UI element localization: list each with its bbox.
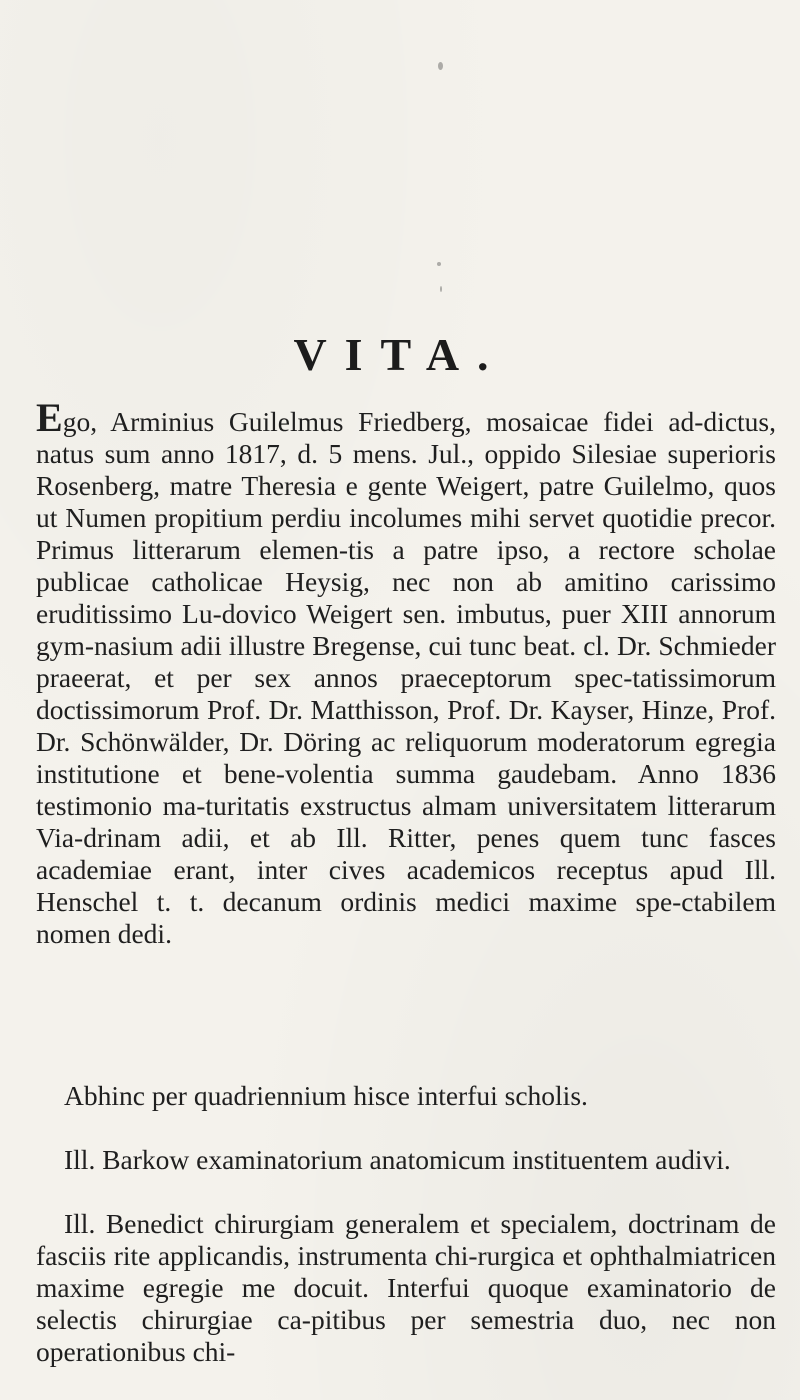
- paragraph-intro: [36, 395, 776, 950]
- paragraph-benedict: Ill. Benedict chirurgiam generalem et specialem, doctrinam de fasciis rite applicandis, instrumenta chi-rurgica et ophthalmiatricen maxime egregie me docuit. Interfui quoque examinatorio de selectis chirurgiae ca-pitibus per semestria duo, nec non operationibus chi-: [36, 1208, 776, 1367]
- ink-speck: [437, 262, 441, 266]
- ink-speck: [440, 286, 442, 292]
- paragraph-barkow: Ill. Barkow examinatorium anatomicum instituentem audivi.: [64, 1144, 731, 1175]
- paragraph-text: go, Arminius Guilelmus Friedberg, mosaicae fidei ad-dictus, natus sum anno 1817, d. 5 mens. Jul., oppido Silesiae superioris Rosenberg, matre Theresia e gente Weigert, patre Guilelmo, quos ut Numen propitium perdiu incolumes mihi servet quotidie precor. Primus litterarum elemen-tis a patre ipso, a rectore scholae publicae catholicae Heysig, nec non ab amitino carissimo eruditissimo Lu-dovico Weigert sen. imbutus, puer XIII annorum gym-nasium adii illustre Bregense, cui tunc beat. cl. Dr. Schmieder praeerat, et per sex annos praeceptorum spec-tatissimorum doctissimorum Prof. Dr. Matthisson, Prof. Dr. Kayser, Hinze, Prof. Dr. Schönwälder, Dr. Döring ac reliquorum moderatorum egregia institutione et bene-volentia summa gaudebam. Anno 1836 testimonio ma-turitatis exstructus almam universitatem litterarum Via-drinam adii, et ab Ill. Ritter, penes quem tunc fasces academiae erant, inter cives academicos receptus apud Ill. Henschel t. t. decanum ordinis medici maxime spe-ctabilem nomen dedi.: [36, 406, 776, 949]
- paragraph-abhinc: Abhinc per quadriennium hisce interfui scholis.: [64, 1080, 588, 1111]
- drop-initial: E: [36, 395, 63, 440]
- ink-speck: [438, 62, 443, 70]
- page-title: VITA.: [293, 329, 507, 380]
